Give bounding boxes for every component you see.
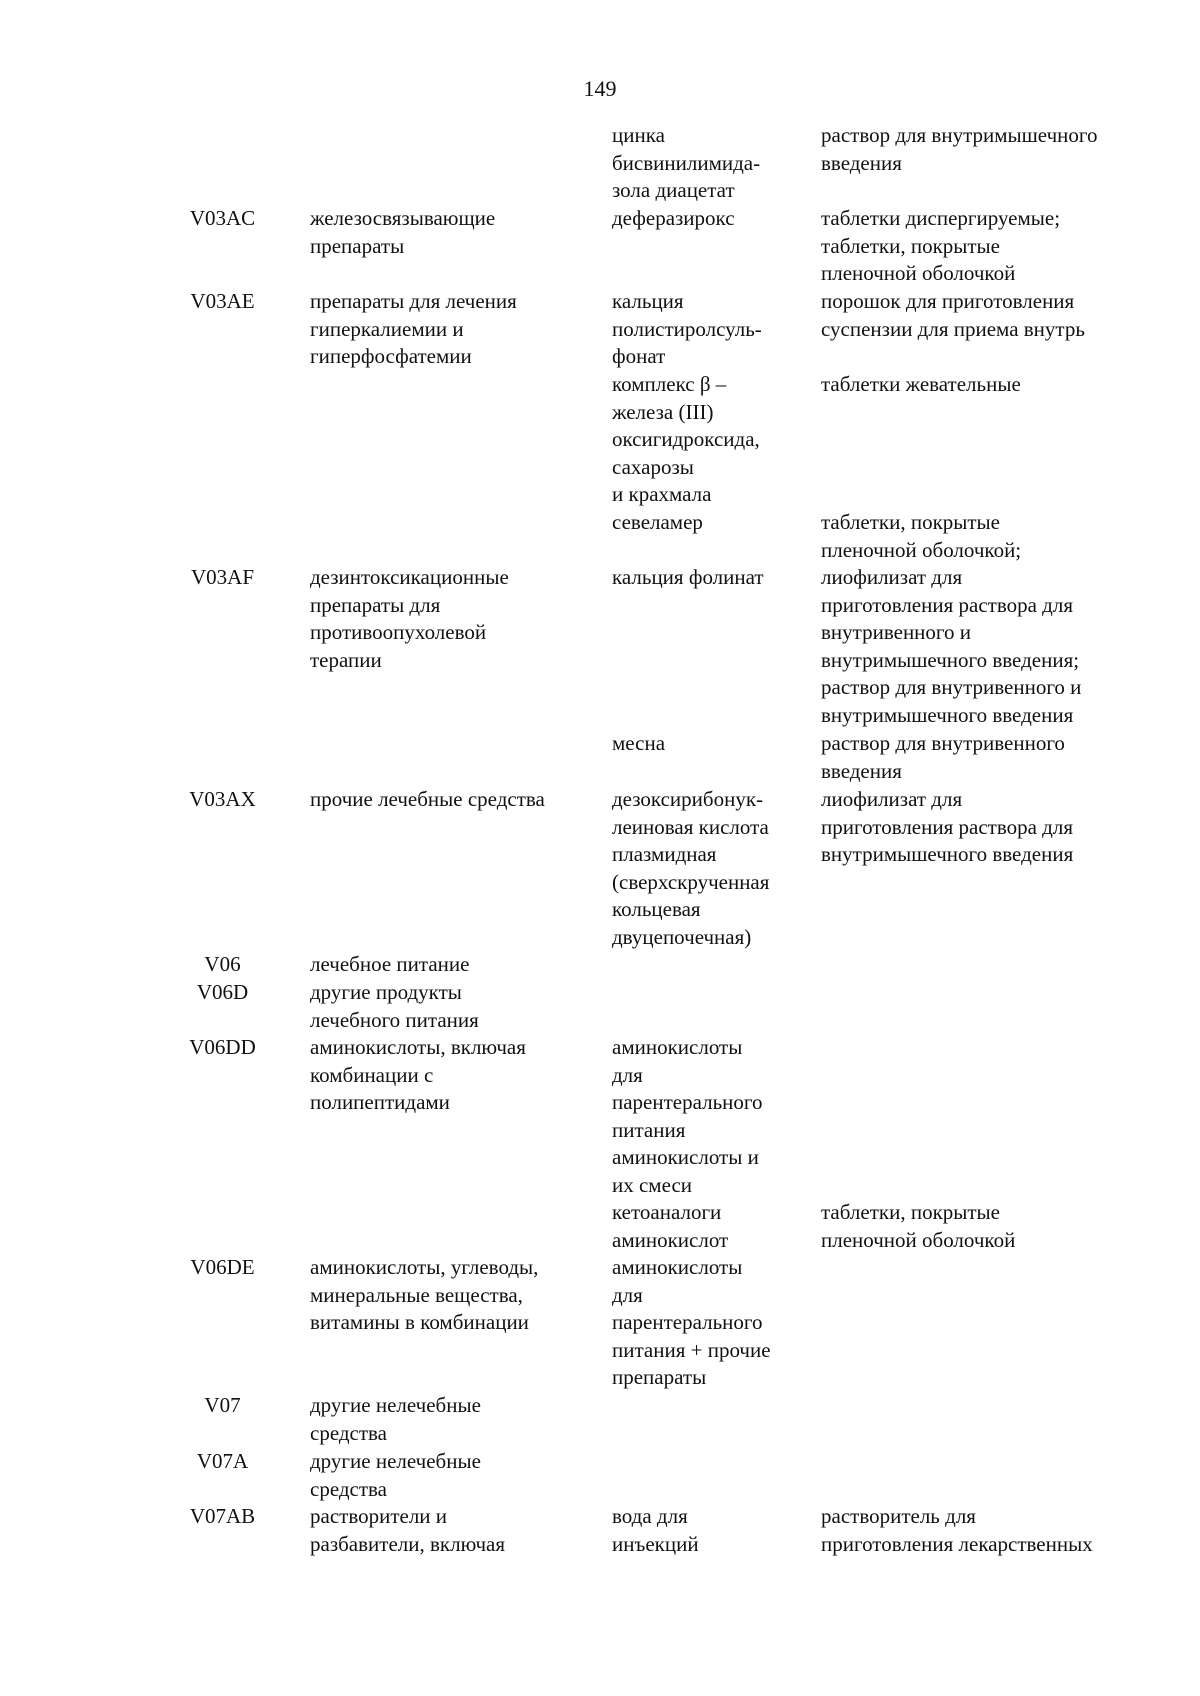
dosage-form: порошок для приготовления суспензии для приема внутрь — [821, 289, 1085, 341]
group-name: другие нелечебные средства — [310, 1449, 481, 1501]
atc-code: V07 — [204, 1393, 241, 1417]
substance-name: аминокислоты для парентерального питания — [612, 1035, 763, 1142]
dosage-form: раствор для внутривенного введения — [821, 731, 1065, 783]
substance-name: месна — [612, 731, 666, 755]
atc-code: V06DD — [189, 1035, 256, 1059]
atc-code: V07A — [196, 1449, 249, 1473]
group-name: лечебное питание — [310, 952, 470, 976]
dosage-form: таблетки, покрытые пленочной оболочкой; — [821, 510, 1022, 562]
group-name: растворители и разбавители, включая — [310, 1504, 506, 1556]
atc-code: V07AB — [189, 1504, 256, 1528]
dosage-form: растворитель для приготовления лекарственных — [821, 1504, 1093, 1556]
group-name: прочие лечебные средства — [310, 787, 545, 811]
atc-code: V03AX — [189, 787, 256, 811]
atc-code: V03AE — [190, 289, 255, 313]
atc-code: V06DE — [190, 1255, 255, 1279]
group-name: аминокислоты, углеводы, минеральные вещества, витамины в комбинации — [310, 1255, 539, 1335]
atc-code: V03AF — [190, 565, 254, 589]
group-name: дезинтоксикационные препараты для противоопухолевой терапии — [310, 565, 509, 672]
page-number: 149 — [583, 76, 617, 101]
dosage-form: лиофилизат для приготовления раствора для внутривенного и внутримышечного введения; раствор для внутривенного и внутримышечного введения — [821, 565, 1082, 727]
substance-name: дезоксирибонук- леиновая кислота плазмидная (сверхскрученная кольцевая двуцепочечная) — [612, 787, 770, 949]
substance-name: вода для инъекций — [612, 1504, 699, 1556]
group-name: железосвязывающие препараты — [310, 206, 496, 258]
substance-name: цинка бисвинилимида- зола диацетат — [612, 123, 761, 203]
dosage-form: лиофилизат для приготовления раствора для внутримышечного введения — [821, 787, 1074, 867]
substance-name: кальция полистиролсуль- фонат — [612, 289, 762, 369]
substance-name: кальция фолинат — [612, 565, 764, 589]
dosage-form: раствор для внутримышечного введения — [821, 123, 1098, 175]
substance-name: комплекс β – железа (III) оксигидроксида, сахарозы и крахмала — [612, 372, 760, 507]
substance-name: кетоаналоги аминокислот — [612, 1200, 729, 1252]
atc-code: V03AC — [189, 206, 256, 230]
group-name: другие продукты лечебного питания — [310, 980, 479, 1032]
substance-name: аминокислоты и их смеси — [612, 1145, 759, 1197]
group-name: аминокислоты, включая комбинации с полипептидами — [310, 1035, 526, 1115]
atc-code: V06 — [204, 952, 241, 976]
atc-code: V06D — [196, 980, 249, 1004]
substance-name: аминокислоты для парентерального питания + прочие препараты — [612, 1255, 771, 1390]
substance-name: севеламер — [612, 510, 703, 534]
substance-name: деферазирокс — [612, 206, 735, 230]
group-name: другие нелечебные средства — [310, 1393, 481, 1445]
dosage-form: таблетки, покрытые пленочной оболочкой — [821, 1200, 1016, 1252]
dosage-form: таблетки жевательные — [821, 372, 1021, 396]
dosage-form: таблетки диспергируемые; таблетки, покрытые пленочной оболочкой — [821, 206, 1061, 286]
group-name: препараты для лечения гиперкалиемии и гиперфосфатемии — [310, 289, 517, 369]
